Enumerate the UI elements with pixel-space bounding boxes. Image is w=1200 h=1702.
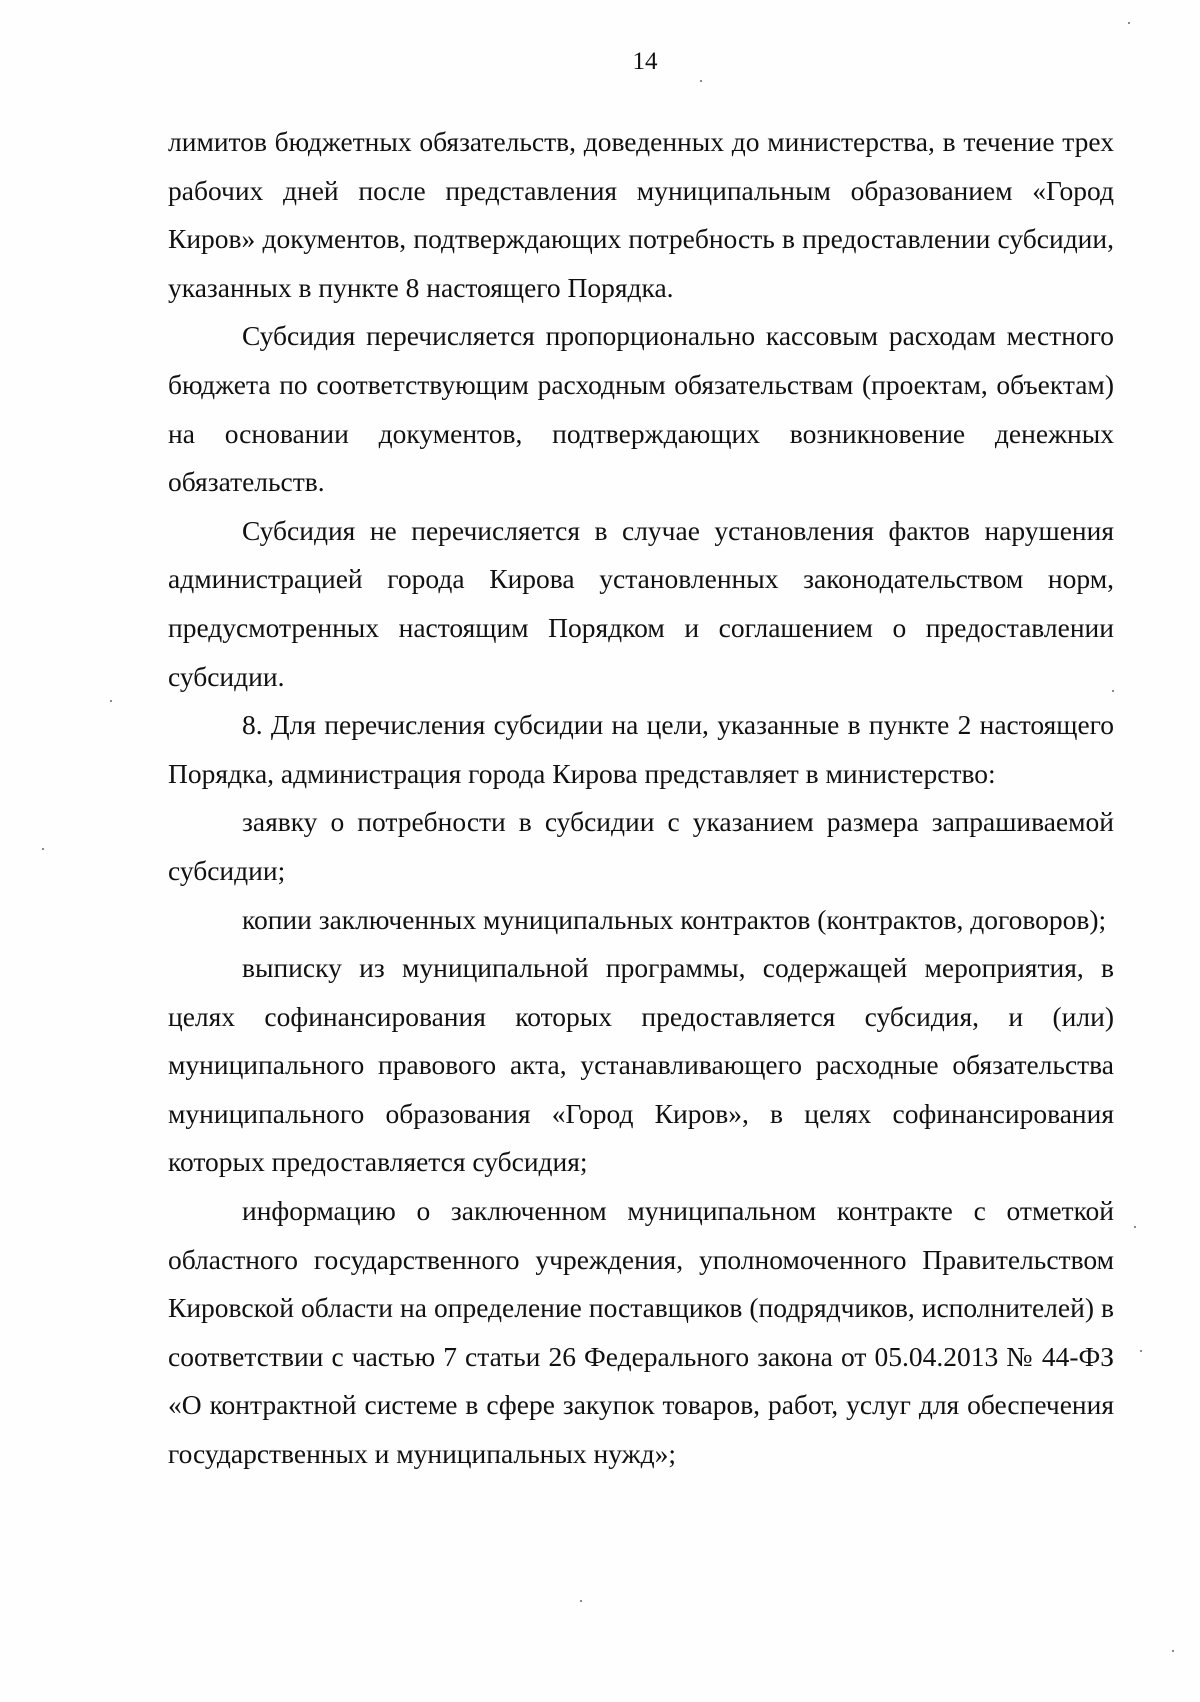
list-item-request: заявку о потребности в субсидии с указанием размера запрашиваемой субсидии; xyxy=(168,806,1114,886)
list-item-contract-copies: копии заключенных муниципальных контрактов (контрактов, договоров); xyxy=(242,903,1107,935)
scan-speck xyxy=(1128,22,1130,24)
scan-speck xyxy=(1172,1650,1174,1652)
paragraph-budget-limits: лимитов бюджетных обязательств, доведенных до министерства, в течение трех рабочих дней после представления муниципальным образованием «Город Киров» документов, подтверждающих потребность в предоставлении субсидии, указанных в пункте 8 настоящего Порядка. xyxy=(168,126,1114,303)
paragraph-item-8: 8. Для перечисления субсидии на цели, указанные в пункте 2 настоящего Порядка, администрация города Кирова представляет в министерство: xyxy=(168,709,1114,789)
scan-speck xyxy=(1134,1226,1136,1228)
list-item-contract-info: информацию о заключенном муниципальном контракте с отметкой областного государственного учреждения, уполномоченного Правительством Кировской области на определение поставщиков (подрядчиков, исполнителей) в соответствии с частью 7 статьи 26 Федерального закона от 05.04.2013 № 44-ФЗ «О контрактной системе в сфере закупок товаров, работ, услуг для обеспечения государственных и муниципальных нужд»; xyxy=(168,1195,1114,1470)
scan-speck xyxy=(700,80,702,82)
scan-speck xyxy=(580,1600,582,1602)
scan-speck xyxy=(42,848,44,850)
paragraph-subsidy-not-transferred: Субсидия не перечисляется в случае установления фактов нарушения администрацией города Кирова установленных законодательством норм, предусмотренных настоящим Порядком и соглашением о предоставлении субсидии. xyxy=(168,514,1114,692)
scan-speck xyxy=(1112,690,1114,692)
page-number: 14 xyxy=(632,48,658,75)
scan-speck xyxy=(110,700,112,702)
paragraph-subsidy-transfer: Субсидия перечисляется пропорционально кассовым расходам местного бюджета по соответствующим расходным обязательствам (проектам, объектам) на основании документов, подтверждающих возникновение денежных обязательств. xyxy=(168,320,1114,498)
list-item-program-extract: выписку из муниципальной программы, содержащей мероприятия, в целях софинансирования которых предоставляется субсидия, и (или) муниципального правового акта, устанавливающего расходные обязательства муниципального образования «Город Киров», в целях софинансирования которых предоставляется субсидия; xyxy=(168,952,1114,1178)
scan-speck xyxy=(1140,1350,1142,1352)
document-body xyxy=(168,118,1114,1479)
